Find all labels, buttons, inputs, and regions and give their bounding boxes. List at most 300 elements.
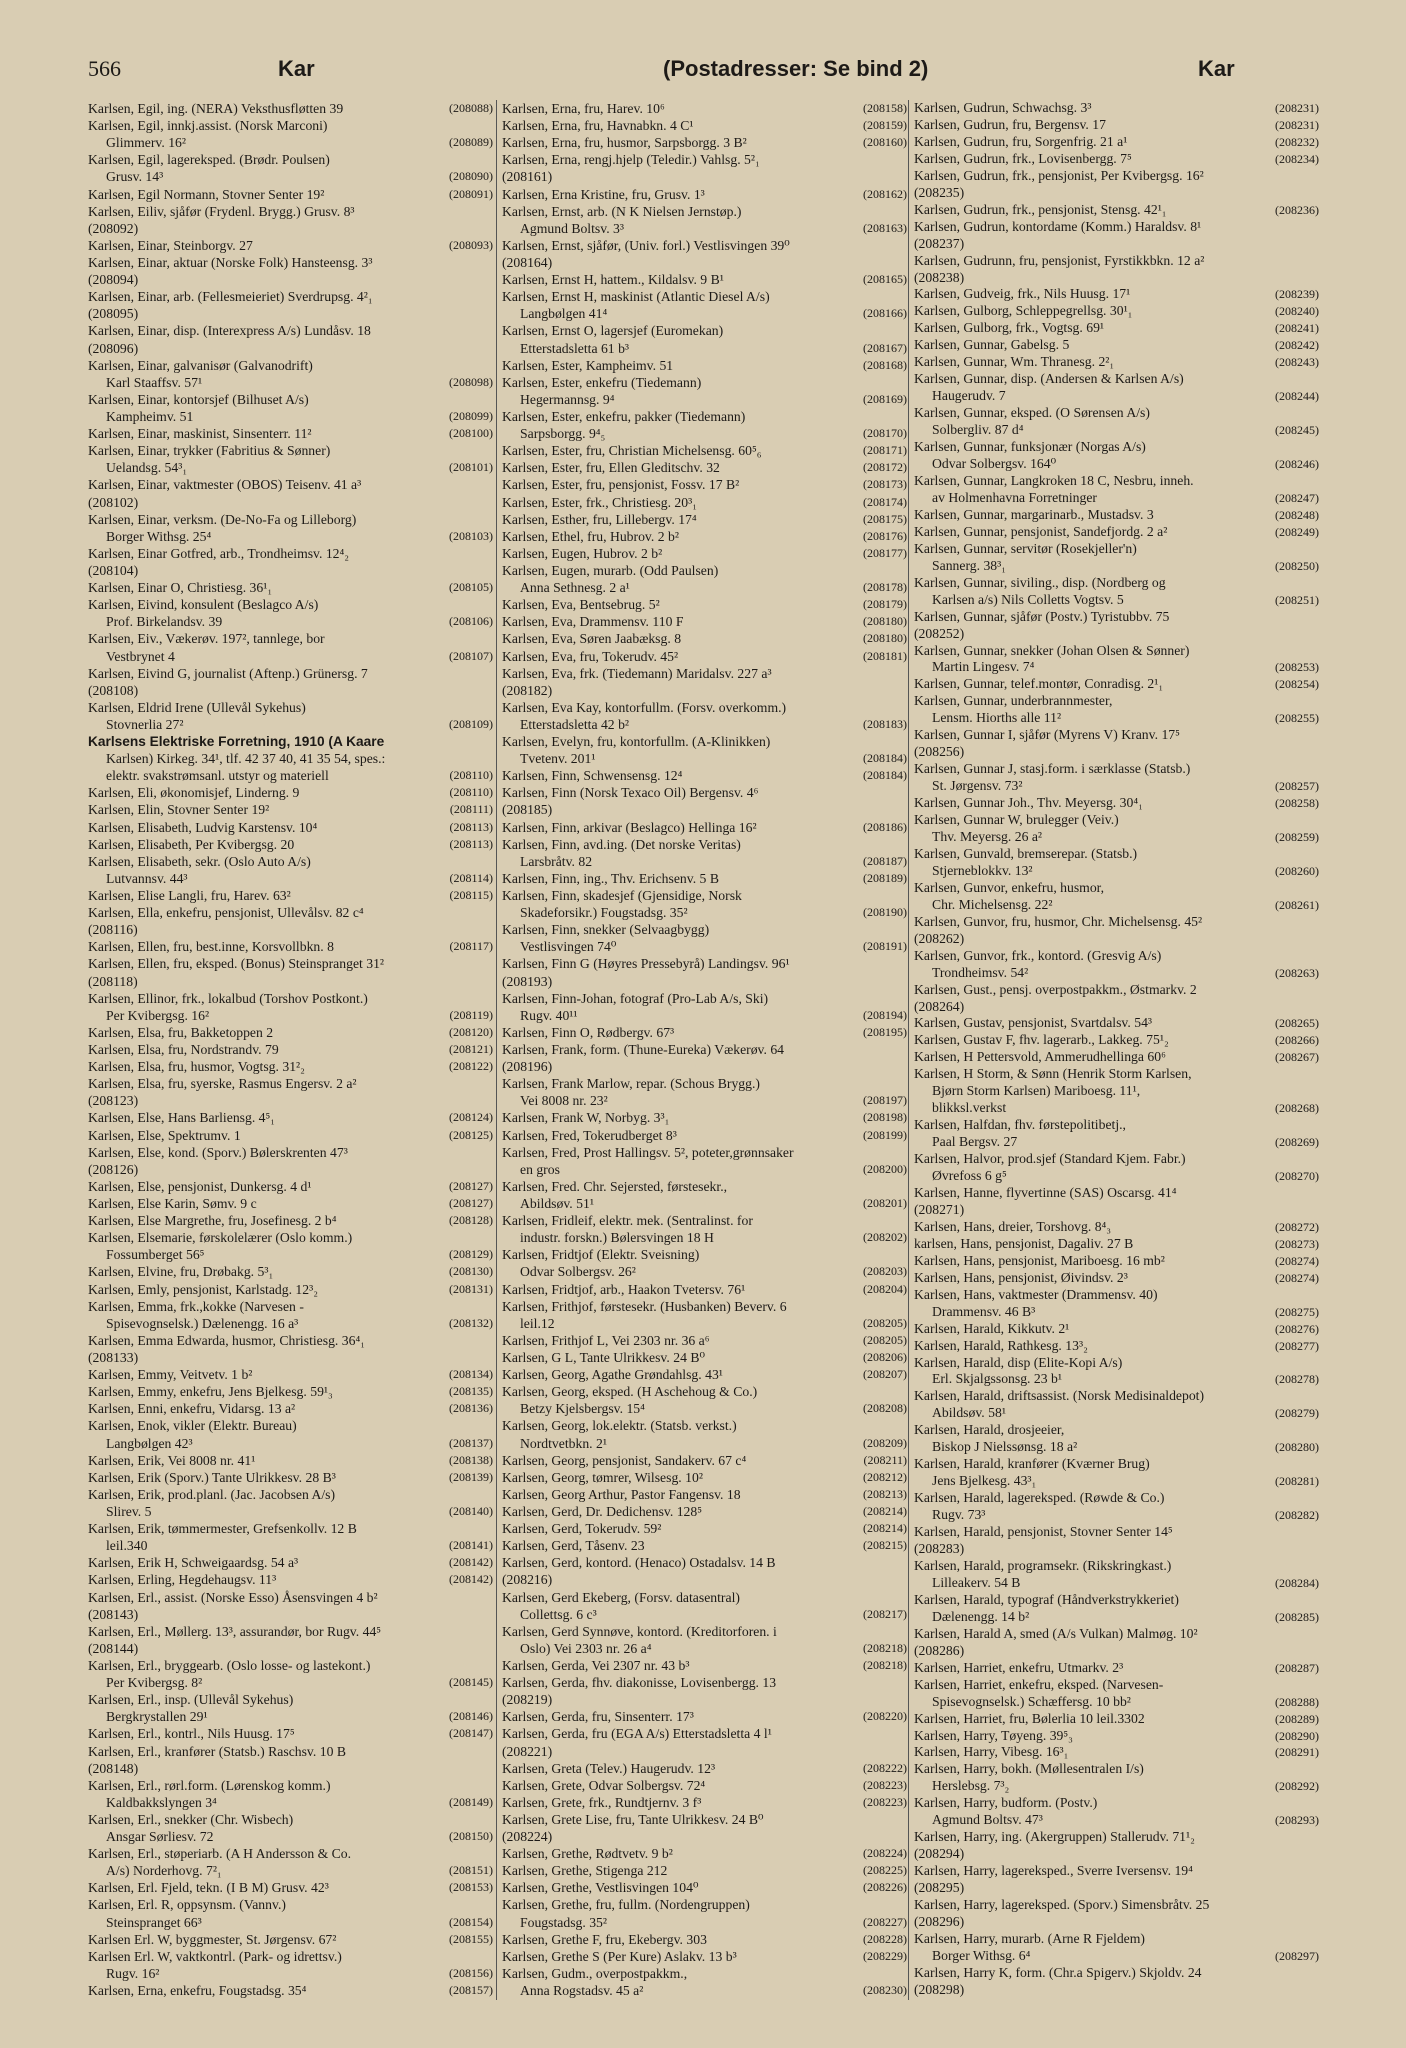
- entry-code: (208205): [863, 1332, 907, 1347]
- entry-code: (208292): [1275, 1779, 1319, 1794]
- directory-entry: [502, 1571, 907, 1588]
- entry-text: Lensm. Hiorths alle 11²: [932, 710, 1062, 726]
- entry-code: (208088): [449, 101, 493, 115]
- directory-entry: [914, 1287, 1319, 1304]
- entry-text: Karlsen, Erl., bryggearb. (Oslo losse- og lastekont.): [88, 1657, 371, 1673]
- entry-text: leil.340: [106, 1538, 148, 1554]
- directory-entry: [914, 1575, 1319, 1592]
- entry-text: Karlsen, Einar, verksm. (De-No-Fa og Lilleborg): [88, 511, 357, 527]
- directory-entry: [914, 609, 1319, 626]
- entry-code: (208140): [449, 1503, 493, 1518]
- entry-text: Biskop J Nielssønsg. 18 a²: [932, 1439, 1078, 1455]
- directory-entry: [914, 1795, 1319, 1812]
- entry-text: Karlsen, Elsemarie, førskolelærer (Oslo komm.): [88, 1230, 353, 1246]
- directory-entry: [502, 1417, 907, 1434]
- entry-text: (208235): [914, 184, 965, 200]
- entry-text: Karlsen, Erik H, Schweigaardsg. 54 a³: [88, 1555, 299, 1571]
- directory-entry: [88, 1931, 493, 1948]
- entry-text: Karlsen, Gunnar J, stasj.form. i særklasse (Statsb.): [914, 761, 1191, 777]
- entry-text: Thv. Meyersg. 26 a²: [932, 828, 1043, 844]
- entry-code: (208107): [449, 648, 493, 663]
- entry-code: (208197): [863, 1093, 907, 1108]
- entry-text: Karlsen, Elsa, fru, Nordstrandv. 79: [88, 1042, 279, 1058]
- entry-code: (208101): [449, 460, 493, 475]
- directory-entry: [914, 253, 1319, 270]
- directory-entry: [502, 1127, 907, 1144]
- entry-code: (208139): [449, 1469, 493, 1484]
- entry-code: (208214): [863, 1521, 907, 1536]
- directory-entry: [914, 626, 1319, 643]
- directory-entry: [502, 134, 907, 151]
- entry-text: Hegermannsg. 9⁴: [520, 391, 615, 407]
- directory-entry: [88, 305, 493, 322]
- directory-entry: [502, 699, 907, 716]
- directory-entry: [914, 846, 1319, 863]
- directory-entry: [914, 914, 1319, 931]
- directory-entry: [914, 778, 1319, 795]
- entry-code: (208198): [863, 1110, 907, 1125]
- entry-code: (208160): [863, 135, 907, 150]
- directory-entry: [502, 1058, 907, 1075]
- entry-text: Karlsen, Erna Kristine, fru, Grusv. 1³: [502, 186, 705, 202]
- entry-text: Karlsen, Ester, Kampheimv. 51: [502, 357, 674, 373]
- directory-entry: [502, 1161, 907, 1178]
- entry-text: Karlsen Erl. W, byggmester, St. Jørgensv. 67²: [88, 1931, 337, 1947]
- entry-text: Karlsen, Ester, enkefru (Tiedemann): [502, 374, 702, 390]
- directory-entry: [88, 784, 493, 801]
- entry-code: (208290): [1275, 1728, 1319, 1743]
- directory-entry: [88, 340, 493, 357]
- entry-code: (208172): [863, 460, 907, 475]
- entry-text: Karlsen, Grete Lise, fru, Tante Ulrikkesv. 24 B⁰: [502, 1811, 764, 1827]
- entry-text: Karlsen, Ethel, fru, Hubrov. 2 b²: [502, 528, 679, 544]
- directory-entry: [914, 134, 1319, 151]
- entry-text: Karlsen, Elise Langli, fru, Harev. 63²: [88, 888, 291, 904]
- directory-entry: [88, 545, 493, 562]
- entry-code: (208280): [1275, 1440, 1319, 1455]
- entry-text: (208216): [502, 1572, 553, 1588]
- entry-text: Karlsen, Halfdan, fhv. førstepolitibetj.,: [914, 1117, 1126, 1133]
- directory-entry: [914, 1151, 1319, 1168]
- directory-entry: [502, 870, 907, 887]
- entry-code: (208239): [1275, 287, 1319, 302]
- directory-entry: [88, 168, 493, 185]
- entry-text: Karlsen, Harald, Kikkutv. 2¹: [914, 1320, 1070, 1336]
- entry-code: (208220): [863, 1709, 907, 1724]
- entry-code: (208166): [863, 306, 907, 321]
- directory-entry: [88, 1298, 493, 1315]
- directory-entry: [88, 630, 493, 647]
- entry-text: (208185): [502, 802, 553, 818]
- entry-text: Karlsen, Gerda, fru (EGA A/s) Etterstadsletta 4 l¹: [502, 1726, 772, 1742]
- directory-entry: [88, 1212, 493, 1229]
- entry-text: Karlsen, Gudrun, frk., Lovisenbergg. 7⁵: [914, 150, 1132, 166]
- entry-text: Karlsen, Ella, enkefru, pensjonist, Ullevålsv. 82 c⁴: [88, 905, 364, 921]
- directory-entry: [88, 562, 493, 579]
- entry-text: Odvar Solbergsv. 26²: [520, 1264, 636, 1280]
- entry-text: Karlsens Elektriske Forretning, 1910 (A Kaare: [88, 734, 385, 750]
- entry-text: Grusv. 14³: [106, 169, 164, 185]
- directory-entry: [88, 1554, 493, 1571]
- directory-entry: [88, 1845, 493, 1862]
- directory-entry: [914, 1134, 1319, 1151]
- entry-text: Karlsen, Erling, Hegdehaugsv. 11³: [88, 1572, 277, 1588]
- entry-text: Karlsen, Gerd, Tokerudv. 59²: [502, 1521, 662, 1537]
- directory-entry: [502, 511, 907, 528]
- directory-entry: [914, 1880, 1319, 1897]
- entry-code: (208250): [1275, 558, 1319, 573]
- entry-text: Karlsen, Erl., rørl.form. (Lørenskog komm.): [88, 1777, 331, 1793]
- directory-entry: [88, 1725, 493, 1742]
- directory-entry: [914, 100, 1319, 117]
- directory-entry: [88, 682, 493, 699]
- entry-text: Karlsen, Harald, pensjonist, Stovner Senter 14⁵: [914, 1524, 1173, 1540]
- directory-entry: [502, 1862, 907, 1879]
- entry-code: (208122): [449, 1059, 493, 1074]
- directory-entry: [914, 439, 1319, 456]
- entry-text: (208294): [914, 1846, 965, 1862]
- entry-text: Karlsen, Finn, ing., Thv. Erichsenv. 5 B: [502, 870, 719, 886]
- directory-entry: [914, 1660, 1319, 1677]
- entry-text: Karlsen, Grethe, fru, fullm. (Nordengruppen): [502, 1897, 750, 1913]
- entry-text: St. Jørgensv. 73²: [932, 778, 1023, 794]
- directory-entry: [88, 322, 493, 339]
- entry-text: leil.12: [520, 1315, 555, 1331]
- entry-text: Haugerudv. 7: [932, 388, 1006, 404]
- entry-text: (208118): [88, 973, 138, 989]
- directory-entry: [88, 596, 493, 613]
- entry-text: Karlsen, Einar, disp. (Interexpress A/s) Lundåsv. 18: [88, 323, 371, 339]
- directory-entry: [88, 1246, 493, 1263]
- directory-entry: [914, 1338, 1319, 1355]
- directory-entry: [88, 1520, 493, 1537]
- directory-entry: [914, 202, 1319, 219]
- entry-text: (208295): [914, 1880, 965, 1896]
- entry-text: (208102): [88, 494, 139, 510]
- entry-text: Karlsen, Esther, fru, Lillebergv. 17⁴: [502, 511, 697, 527]
- entry-text: Karlsen, Fred, Tokerudberget 8³: [502, 1127, 677, 1143]
- directory-entry: [88, 973, 493, 990]
- entry-code: (208099): [449, 408, 493, 423]
- entry-text: Karlsen, Gerda, Vei 2307 nr. 43 b³: [502, 1657, 690, 1673]
- entry-text: Karlsen, Fred. Chr. Sejersted, førstesekr.,: [502, 1178, 728, 1194]
- entry-text: (208133): [88, 1349, 139, 1365]
- entry-code: (208127): [449, 1178, 493, 1193]
- entry-text: Karlsen, Erna, fru, Havnabkn. 4 C¹: [502, 118, 694, 134]
- entry-text: Karlsen, Eiliv, sjåfør (Frydenl. Brygg.) Grusv. 8³: [88, 203, 355, 219]
- entry-code: (208131): [449, 1281, 493, 1296]
- directory-entry: [914, 405, 1319, 422]
- directory-entry: [502, 1931, 907, 1948]
- directory-entry: [502, 117, 907, 134]
- entry-text: Karlsen, Einar, arb. (Fellesmeieriet) Sverdrupsg. 4²₁: [88, 289, 373, 305]
- entry-text: (208116): [88, 922, 138, 938]
- entry-text: Karlsen, Eva, Drammensv. 110 F: [502, 614, 684, 630]
- entry-code: (208257): [1275, 779, 1319, 794]
- entry-text: Karlsen, Einar, kontorsjef (Bilhuset A/s): [88, 391, 309, 407]
- entry-code: (208228): [863, 1931, 907, 1946]
- entry-code: (208277): [1275, 1338, 1319, 1353]
- entry-text: Karlsen, Einar O, Christiesg. 36¹₁: [88, 580, 273, 596]
- directory-entry: [88, 254, 493, 271]
- directory-entry: [502, 836, 907, 853]
- entry-text: Karlsen, Eva, Bentsebrug. 5²: [502, 597, 660, 613]
- entry-code: (208195): [863, 1024, 907, 1039]
- entry-text: Karlsen, Harald, programsekr. (Rikskringkast.): [914, 1557, 1172, 1573]
- entry-text: Langbølgen 42³: [106, 1435, 193, 1451]
- entry-code: (208222): [863, 1760, 907, 1775]
- directory-entry: [914, 1507, 1319, 1524]
- directory-entry: [88, 1777, 493, 1794]
- entry-text: Karlsen, Ernst H, hattem., Kildalsv. 9 B¹: [502, 272, 724, 288]
- entry-code: (208156): [449, 1965, 493, 1980]
- entry-text: Karl Staaffsv. 57¹: [106, 374, 203, 390]
- directory-entry: [502, 357, 907, 374]
- directory-entry: [502, 1725, 907, 1742]
- entry-text: Karlsen, Eva, Søren Jaabæksg. 8: [502, 631, 682, 647]
- entry-text: industr. forskn.) Bølersvingen 18 H: [520, 1230, 714, 1246]
- entry-text: Karlsen, Eivind G, journalist (Aftenp.) Grünersg. 7: [88, 665, 368, 681]
- directory-entry: [88, 1161, 493, 1178]
- entry-code: (208145): [449, 1675, 493, 1690]
- directory-entry: [914, 151, 1319, 168]
- entry-text: Karlsen, Gunvor, fru, husmor, Chr. Michelsensg. 45²: [914, 913, 1203, 929]
- entry-text: Karlsen, Else, kond. (Sporv.) Bølerskrenten 47³: [88, 1144, 348, 1160]
- entry-text: Karlsen, Ester, enkefru, pakker (Tiedemann): [502, 408, 746, 424]
- directory-entry: [914, 1812, 1319, 1829]
- entry-text: Karlsen, Ernst H, maskinist (Atlantic Diesel A/s): [502, 289, 770, 305]
- entry-code: (208223): [863, 1777, 907, 1792]
- directory-entry: [502, 1743, 907, 1760]
- entry-code: (208141): [449, 1538, 493, 1553]
- entry-code: (208165): [863, 272, 907, 287]
- entry-code: (208231): [1275, 101, 1319, 115]
- entry-text: Karlsen, Einar, vaktmester (OBOS) Teisenv. 41 a³: [88, 477, 362, 493]
- directory-entry: [914, 558, 1319, 575]
- entry-code: (208170): [863, 426, 907, 441]
- entry-text: Karlsen, Gunnar, pensjonist, Sandefjordg. 2 a²: [914, 523, 1168, 539]
- entry-code: (208163): [863, 220, 907, 235]
- entry-text: Karlsen, Harry, murarb. (Arne R Fjeldem): [914, 1930, 1145, 1946]
- directory-entry: [88, 1896, 493, 1913]
- directory-entry: [88, 1127, 493, 1144]
- entry-text: Karlsen, Gerda, fhv. diakonisse, Lovisenbergg. 13: [502, 1675, 777, 1691]
- directory-entry: [88, 1452, 493, 1469]
- directory-entry: [88, 1503, 493, 1520]
- entry-text: Karlsen, Greta (Telev.) Haugerudv. 12³: [502, 1760, 716, 1776]
- entry-text: Karlsen, Gunnar, margarinarb., Mustadsv. 3: [914, 506, 1154, 522]
- entry-text: Karlsen, H Storm, & Sønn (Henrik Storm Karlsen,: [914, 1066, 1192, 1082]
- directory-entry: [502, 1246, 907, 1263]
- entry-text: Anna Rogstadsv. 45 a²: [520, 1983, 644, 1999]
- directory-entry: [502, 425, 907, 442]
- directory-entry: [502, 682, 907, 699]
- entry-code: (208114): [449, 870, 493, 885]
- directory-entry: [914, 1592, 1319, 1609]
- directory-entry: [88, 1571, 493, 1588]
- entry-code: (208227): [863, 1914, 907, 1929]
- directory-entry: [502, 1896, 907, 1913]
- entry-text: Karlsen, Fridtjof (Elektr. Sveisning): [502, 1247, 700, 1263]
- entry-code: (208179): [863, 597, 907, 612]
- directory-entry: [502, 1503, 907, 1520]
- directory-entry: [88, 1486, 493, 1503]
- directory-entry: [88, 1195, 493, 1212]
- directory-entry: [914, 999, 1319, 1016]
- directory-entry: [914, 1439, 1319, 1456]
- directory-entry: [914, 727, 1319, 744]
- entry-code: (208155): [449, 1931, 493, 1946]
- entry-text: Karlsen, Ester, fru, Ellen Gleditschv. 32: [502, 460, 720, 476]
- entry-text: Karlsen, Erna, enkefru, Fougstadsg. 35⁴: [88, 1983, 307, 1999]
- entry-text: Karlsen, Gustav F, fhv. lagerarb., Lakkeg. 75¹₂: [914, 1032, 1169, 1048]
- directory-entry: [502, 784, 907, 801]
- entry-text: Karlsen, H Pettersvold, Ammerudhellinga 60⁶: [914, 1049, 1166, 1065]
- directory-entry: [502, 990, 907, 1007]
- entry-code: (208200): [863, 1161, 907, 1176]
- entry-text: Karlsen, Eva, fru, Tokerudv. 45²: [502, 648, 679, 664]
- entry-code: (208206): [863, 1349, 907, 1364]
- directory-entry: [88, 733, 493, 750]
- entry-code: (208225): [863, 1863, 907, 1878]
- entry-text: Collettsg. 6 c³: [520, 1606, 597, 1622]
- page-number: 566: [88, 56, 121, 81]
- entry-text: Karlsen, Einar, aktuar (Norske Folk) Hansteensg. 3³: [88, 254, 373, 270]
- entry-text: Lilleakerv. 54 B: [932, 1574, 1021, 1590]
- entry-text: Karlsen, Elisabeth, Per Kvibergsg. 20: [88, 836, 295, 852]
- directory-entry: [914, 1490, 1319, 1507]
- directory-entry: [502, 819, 907, 836]
- entry-text: Karlsen, Ester, frk., Christiesg. 20³₁: [502, 494, 697, 510]
- entry-text: Karlsen, Gunnar, eksped. (O Sørensen A/s): [914, 405, 1150, 421]
- directory-entry: [502, 1383, 907, 1400]
- entry-text: (208104): [88, 562, 139, 578]
- entry-text: Betzy Kjelsbergsv. 15⁴: [520, 1401, 645, 1417]
- directory-entry: [914, 761, 1319, 778]
- directory-entry: [88, 288, 493, 305]
- directory-entry: [502, 288, 907, 305]
- entry-code: (208110): [449, 785, 493, 800]
- directory-entry: [502, 1794, 907, 1811]
- entry-code: (208212): [863, 1469, 907, 1484]
- directory-entry: [88, 374, 493, 391]
- entry-text: Karlsen, Else, pensjonist, Dunkersg. 4 d¹: [88, 1178, 312, 1194]
- directory-entry: [914, 643, 1319, 660]
- entry-text: Slirev. 5: [106, 1503, 152, 1519]
- entry-text: Karlsen, Fred, Prost Hallingsv. 5², poteter,grønnsaker: [502, 1144, 794, 1160]
- directory-entry: [88, 1914, 493, 1931]
- entry-text: Karlsen, Gunvor, frk., kontord. (Gresvig A/s): [914, 947, 1162, 963]
- entry-code: (208183): [863, 716, 907, 731]
- directory-entry: [914, 1694, 1319, 1711]
- directory-entry: [914, 1558, 1319, 1575]
- directory-entry: [88, 186, 493, 203]
- entry-text: Etterstadsletta 61 b³: [520, 340, 630, 356]
- directory-entry: [88, 100, 493, 117]
- directory-entry: [914, 1524, 1319, 1541]
- entry-text: A/s) Norderhovg. 7²₁: [106, 1863, 222, 1879]
- entry-code: (208142): [449, 1572, 493, 1587]
- entry-code: (208146): [449, 1709, 493, 1724]
- directory-entry: [502, 1657, 907, 1674]
- entry-text: Oslo) Vei 2303 nr. 26 a⁴: [520, 1640, 652, 1656]
- directory-entry: [914, 575, 1319, 592]
- directory-entry: [914, 371, 1319, 388]
- directory-entry: [88, 699, 493, 716]
- entry-text: Karlsen, Grethe, Rødtvetv. 9 b²: [502, 1846, 673, 1862]
- entry-text: Karlsen a/s) Nils Colletts Vogtsv. 5: [932, 591, 1124, 607]
- entry-text: Karlsen, Erik, tømmermester, Grefsenkollv. 12 B: [88, 1521, 357, 1537]
- entry-text: Karlsen, Gunnar, sjåfør (Postv.) Tyristubbv. 75: [914, 608, 1170, 624]
- directory-entry: [502, 1144, 907, 1161]
- directory-entry: [88, 237, 493, 254]
- entry-code: (208176): [863, 528, 907, 543]
- entry-text: Paal Bergsv. 27: [932, 1134, 1018, 1150]
- directory-entry: [88, 767, 493, 784]
- entry-text: (208164): [502, 254, 553, 270]
- entry-text: (208161): [502, 169, 553, 185]
- left-guide-word: Kar: [278, 56, 315, 81]
- directory-entry: [88, 1674, 493, 1691]
- entry-text: Karlsen, Finn G (Høyres Pressebyrå) Landingsv. 96¹: [502, 956, 790, 972]
- directory-entry: [914, 931, 1319, 948]
- directory-entry: [502, 1298, 907, 1315]
- directory-entry: [88, 1708, 493, 1725]
- entry-code: (208279): [1275, 1406, 1319, 1421]
- entry-text: Karlsen, Eivind, konsulent (Beslagco A/s): [88, 597, 319, 613]
- directory-entry: [88, 1606, 493, 1623]
- entry-text: Karlsen, Finn, arkivar (Beslagco) Hellinga 16²: [502, 819, 757, 835]
- entry-text: Karlsen, Gerd, kontord. (Henaco) Ostadalsv. 14 B: [502, 1555, 776, 1571]
- entry-text: Karlsen, Erik (Sporv.) Tante Ulrikkesv. 28 B³: [88, 1469, 336, 1485]
- entry-code: (208291): [1275, 1745, 1319, 1760]
- directory-entry: [88, 990, 493, 1007]
- entry-text: Karlsen, Harriet, enkefru, eksped. (Narvesen-: [914, 1676, 1164, 1692]
- entry-text: Lutvannsv. 44³: [106, 870, 188, 886]
- entry-text: Karlsen, Gunnar, funksjonær (Norgas A/s): [914, 439, 1146, 455]
- entry-code: (208181): [863, 648, 907, 663]
- entry-text: Glimmerv. 16²: [106, 135, 187, 151]
- directory-entry: [88, 391, 493, 408]
- directory-entry: [88, 1879, 493, 1896]
- entry-code: (208115): [449, 888, 493, 903]
- entry-code: (208111): [449, 802, 493, 817]
- entry-text: Karlsen, Gunnar, disp. (Andersen & Karlsen A/s): [914, 371, 1184, 387]
- entry-text: Karlsen, Gust., pensj. overpostpakkm., Østmarkv. 2: [914, 981, 1197, 997]
- directory-entry: [88, 271, 493, 288]
- entry-text: Karlsen, Elvine, fru, Drøbakg. 5³₁: [88, 1264, 274, 1280]
- entry-code: (208174): [863, 494, 907, 509]
- directory-entry: [914, 1236, 1319, 1253]
- directory-entry: [914, 1982, 1319, 1999]
- directory-entry: [914, 507, 1319, 524]
- entry-code: (208125): [449, 1127, 493, 1142]
- directory-entry: [914, 422, 1319, 439]
- directory-entry: [502, 1537, 907, 1554]
- directory-entry: [88, 1075, 493, 1092]
- entry-text: Karlsen, Eldrid Irene (Ullevål Sykehus): [88, 699, 306, 715]
- directory-entry: [88, 921, 493, 938]
- directory-entry: [502, 1366, 907, 1383]
- directory-entry: [914, 1355, 1319, 1372]
- directory-entry: [88, 1640, 493, 1657]
- entry-text: Karlsen, Egil, lagereksped. (Brødr. Poulsen): [88, 152, 330, 168]
- entry-code: (208270): [1275, 1169, 1319, 1184]
- directory-entry: [88, 1862, 493, 1879]
- directory-entry: [914, 1371, 1319, 1388]
- directory-entry: [914, 1914, 1319, 1931]
- directory-entry: [502, 459, 907, 476]
